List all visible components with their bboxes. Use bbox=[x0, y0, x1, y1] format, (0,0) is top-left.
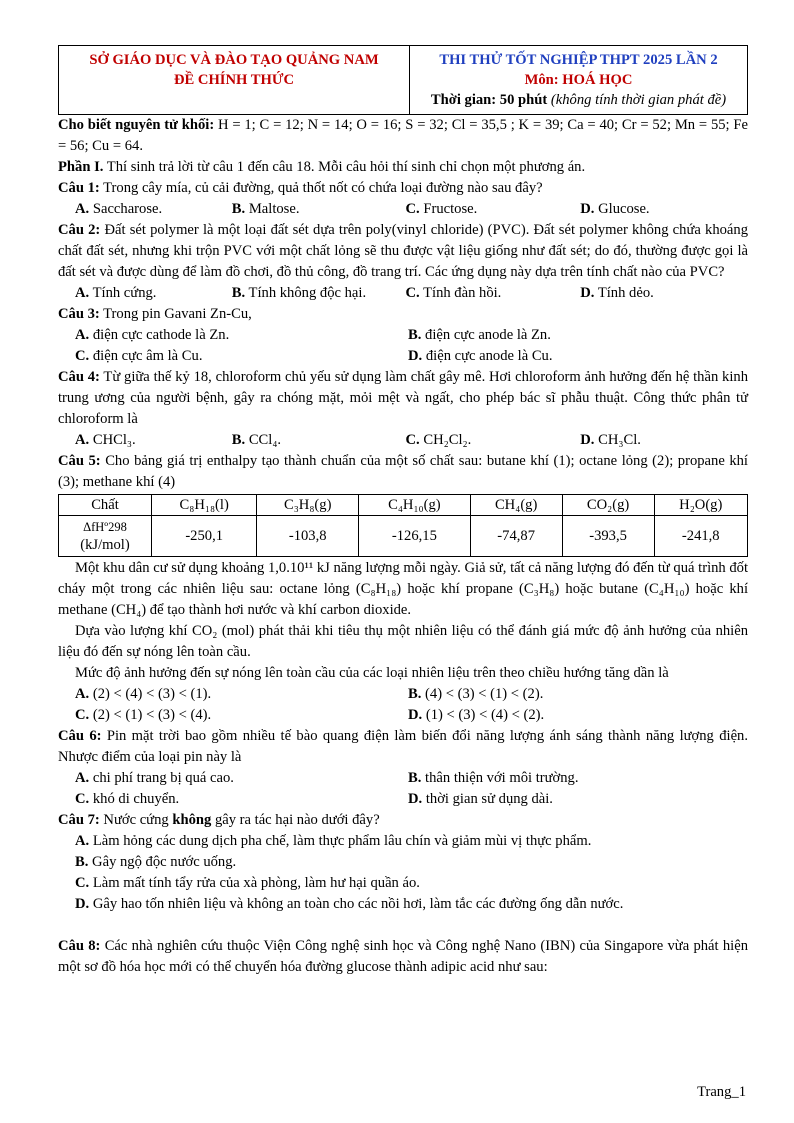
exam-page bbox=[58, 45, 748, 978]
table-header-cell: C₃H₈(g) bbox=[257, 495, 359, 516]
row-label-symbol: ΔfHº298 bbox=[83, 520, 127, 534]
question-7: Câu 7: Nước cứng không gây ra tác hại nào dưới đây? bbox=[58, 812, 380, 828]
option-b[interactable]: B. CCl₄. bbox=[231, 432, 282, 448]
option-a[interactable]: A. điện cực cathode là Zn. bbox=[75, 327, 230, 343]
option-d[interactable]: D. Gây hao tốn nhiên liệu và không an toàn cho các nồi hơi, làm tắc các đường ống dẫn nước. bbox=[75, 896, 624, 912]
table-row bbox=[59, 516, 748, 557]
official-label: ĐỀ CHÍNH THỨC bbox=[173, 72, 294, 88]
option-a[interactable]: A. (2) < (4) < (3) < (1). bbox=[75, 686, 212, 702]
question-3-options-row1 bbox=[58, 325, 748, 346]
question-2-options bbox=[58, 283, 748, 304]
part-instruction bbox=[58, 157, 748, 178]
emphasis-not: không bbox=[172, 812, 212, 828]
question-8 bbox=[58, 936, 748, 978]
table-cell: -74,87 bbox=[470, 516, 562, 557]
option-d[interactable]: D. thời gian sử dụng dài. bbox=[408, 791, 553, 807]
atomic-label: Cho biết nguyên tử khối: bbox=[58, 117, 215, 133]
question-label: Câu 4: bbox=[58, 369, 100, 385]
table-cell: -126,15 bbox=[359, 516, 471, 557]
question-text: Từ giữa thế kỷ 18, chloroform chủ yếu sử dụng làm chất gây mê. Hơi chloroform ảnh hưởng đến hệ thần kinh trung ương của người bệnh, gây ra chóng mặt, mỏi mệt và ngất, cho phép bác sĩ phẫu thuật. Công thức phân tử chloroform là bbox=[58, 369, 748, 427]
table-header-cell: C₄H₁₀(g) bbox=[359, 495, 471, 516]
header-left bbox=[59, 46, 410, 115]
question-label: Câu 7: bbox=[58, 812, 100, 828]
department-name: SỞ GIÁO DỤC VÀ ĐÀO TẠO QUẢNG NAM bbox=[89, 52, 379, 68]
table-header-cell: H₂O(g) bbox=[654, 495, 747, 516]
question-label: Câu 5: bbox=[58, 453, 101, 469]
option-d[interactable]: D. CH₃Cl. bbox=[580, 432, 641, 448]
question-1 bbox=[58, 178, 748, 199]
table-header-row bbox=[59, 495, 748, 516]
question-6-options-row1 bbox=[58, 768, 748, 789]
enthalpy-table bbox=[58, 494, 748, 557]
question-text: Trong pin Gavani Zn-Cu, bbox=[99, 306, 252, 322]
row-label bbox=[59, 516, 152, 557]
question-text: Đất sét polymer là một loại đất sét dựa trên poly(vinyl chloride) (PVC). Đất sét polymer không chứa khoáng chất đất sét, nhưng khi trộn PVC với một chất lỏng sẽ thu được vật liệu giống như đất sét; do đó, thường được gọi là đất sét và được dùng để làm đồ chơi, đồ thủ công, đồ trang trí. Các ứng dụng này dựa trên tính chất nào của PVC? bbox=[58, 222, 748, 280]
option-b[interactable]: B. điện cực anode là Zn. bbox=[408, 327, 551, 343]
table-header-cell: C₈H₁₈(l) bbox=[152, 495, 257, 516]
question-5-options-row1 bbox=[58, 684, 748, 705]
option-c[interactable]: C. Tính đàn hồi. bbox=[405, 285, 502, 301]
option-d[interactable]: D. Glucose. bbox=[580, 201, 650, 217]
question-label: Câu 3: bbox=[58, 306, 100, 322]
part-text: Thí sinh trả lời từ câu 1 đến câu 18. Mỗi câu hỏi thí sinh chỉ chọn một phương án. bbox=[103, 159, 586, 175]
question-6 bbox=[58, 726, 748, 768]
question-2 bbox=[58, 220, 748, 283]
question-3-options-row2 bbox=[58, 346, 748, 367]
time-info bbox=[416, 90, 741, 110]
option-a[interactable]: A. Saccharose. bbox=[75, 201, 163, 217]
option-b[interactable]: B. thân thiện với môi trường. bbox=[408, 770, 579, 786]
question-5-para3: Mức độ ảnh hưởng đến sự nóng lên toàn cầu của các loại nhiên liệu trên theo chiều hướng tăng dần là bbox=[75, 665, 669, 681]
question-5-options-row2 bbox=[58, 705, 748, 726]
table-cell: -103,8 bbox=[257, 516, 359, 557]
option-a[interactable]: A. Làm hỏng các dung dịch pha chế, làm thực phẩm lâu chín và giảm mùi vị thực phẩm. bbox=[75, 833, 592, 849]
time-note: (không tính thời gian phát đề) bbox=[550, 92, 727, 108]
atomic-text: H = 1; C = 12; N = 14; O = 16; S = 32; Cl = 35,5 ; K = 39; Ca = 40; Cr = 52; Mn = 55; Fe = 56; Cu = 64. bbox=[58, 117, 748, 154]
question-text: Pin mặt trời bao gồm nhiều tế bào quang điện làm biến đổi năng lượng ánh sáng thành năng lượng điện. Nhược điểm của loại pin này là bbox=[58, 728, 748, 765]
question-label: Câu 2: bbox=[58, 222, 101, 238]
page-number: Trang_1 bbox=[697, 1084, 746, 1100]
question-4 bbox=[58, 367, 748, 430]
option-a[interactable]: A. CHCl₃. bbox=[75, 432, 136, 448]
question-3 bbox=[58, 304, 748, 325]
exam-header bbox=[58, 45, 748, 115]
subject-label: Môn: HOÁ HỌC bbox=[524, 72, 633, 88]
option-c[interactable]: C. Fructose. bbox=[405, 201, 478, 217]
question-5-para1: Một khu dân cư sử dụng khoảng 1,0.10¹¹ kJ năng lượng mỗi ngày. Giả sử, tất cả năng lượng đó đến từ quá trình đốt cháy một trong các nhiên liệu sau: octane lỏng (C₈H₁₈) hoặc khí propane (C₃H₈) hoặc butane (C₄H₁₀) hoặc khí methane (CH₄) để tạo thành hơi nước và khí carbon dioxide. bbox=[58, 560, 749, 618]
question-text: Cho bảng giá trị enthalpy tạo thành chuẩn của một số chất sau: butane khí (1); octane lỏng (2); propane khí (3); methane khí (4) bbox=[58, 453, 748, 490]
table-header-cell: CH₄(g) bbox=[470, 495, 562, 516]
option-b[interactable]: B. Gây ngộ độc nước uống. bbox=[75, 854, 237, 870]
table-header-cell: CO₂(g) bbox=[562, 495, 654, 516]
question-label: Câu 6: bbox=[58, 728, 102, 744]
option-c[interactable]: C. CH₂Cl₂. bbox=[405, 432, 472, 448]
table-cell: -393,5 bbox=[562, 516, 654, 557]
question-label: Câu 1: bbox=[58, 180, 100, 196]
table-header-cell: Chất bbox=[59, 495, 152, 516]
option-d[interactable]: D. điện cực anode là Cu. bbox=[408, 348, 553, 364]
question-text: Trong cây mía, củ cải đường, quả thốt nốt có chứa loại đường nào sau đây? bbox=[99, 180, 543, 196]
question-4-options bbox=[58, 430, 748, 451]
question-5 bbox=[58, 451, 748, 493]
option-c[interactable]: C. Làm mất tính tẩy rửa của xà phòng, làm hư hại quần áo. bbox=[75, 875, 420, 891]
option-a[interactable]: A. chi phí trang bị quá cao. bbox=[75, 770, 234, 786]
option-a[interactable]: A. Tính cứng. bbox=[75, 285, 157, 301]
option-c[interactable]: C. (2) < (1) < (3) < (4). bbox=[75, 707, 212, 723]
option-b[interactable]: B. Tính không độc hại. bbox=[231, 285, 367, 301]
question-label: Câu 8: bbox=[58, 938, 101, 954]
option-b[interactable]: B. Maltose. bbox=[231, 201, 300, 217]
option-b[interactable]: B. (4) < (3) < (1) < (2). bbox=[408, 686, 544, 702]
time-limit: Thời gian: 50 phút bbox=[430, 92, 548, 108]
question-text: Các nhà nghiên cứu thuộc Viện Công nghệ sinh học và Công nghệ Nano (IBN) của Singapore vừa phát hiện một sơ đồ hóa học mới có thể chuyển hóa đường glucose thành adipic acid như sau: bbox=[58, 938, 748, 975]
option-c[interactable]: C. khó di chuyển. bbox=[75, 791, 180, 807]
part-label: Phần I. bbox=[58, 159, 104, 175]
table-cell: -241,8 bbox=[654, 516, 747, 557]
question-6-options-row2 bbox=[58, 789, 748, 810]
question-5-para2: Dựa vào lượng khí CO₂ (mol) phát thải khi tiêu thụ một nhiên liệu có thể đánh giá mức độ ảnh hưởng của nhiên liệu đó đến sự nóng lên toàn cầu. bbox=[58, 623, 748, 660]
exam-title: THI THỬ TỐT NGHIỆP THPT 2025 LẦN 2 bbox=[439, 52, 718, 68]
option-d[interactable]: D. (1) < (3) < (4) < (2). bbox=[408, 707, 545, 723]
question-1-options bbox=[58, 199, 748, 220]
row-label-unit: (kJ/mol) bbox=[80, 537, 130, 553]
atomic-masses bbox=[58, 115, 748, 157]
option-c[interactable]: C. điện cực âm là Cu. bbox=[75, 348, 203, 364]
option-d[interactable]: D. Tính dẻo. bbox=[580, 285, 654, 301]
table-cell: -250,1 bbox=[152, 516, 257, 557]
header-right bbox=[410, 46, 748, 115]
